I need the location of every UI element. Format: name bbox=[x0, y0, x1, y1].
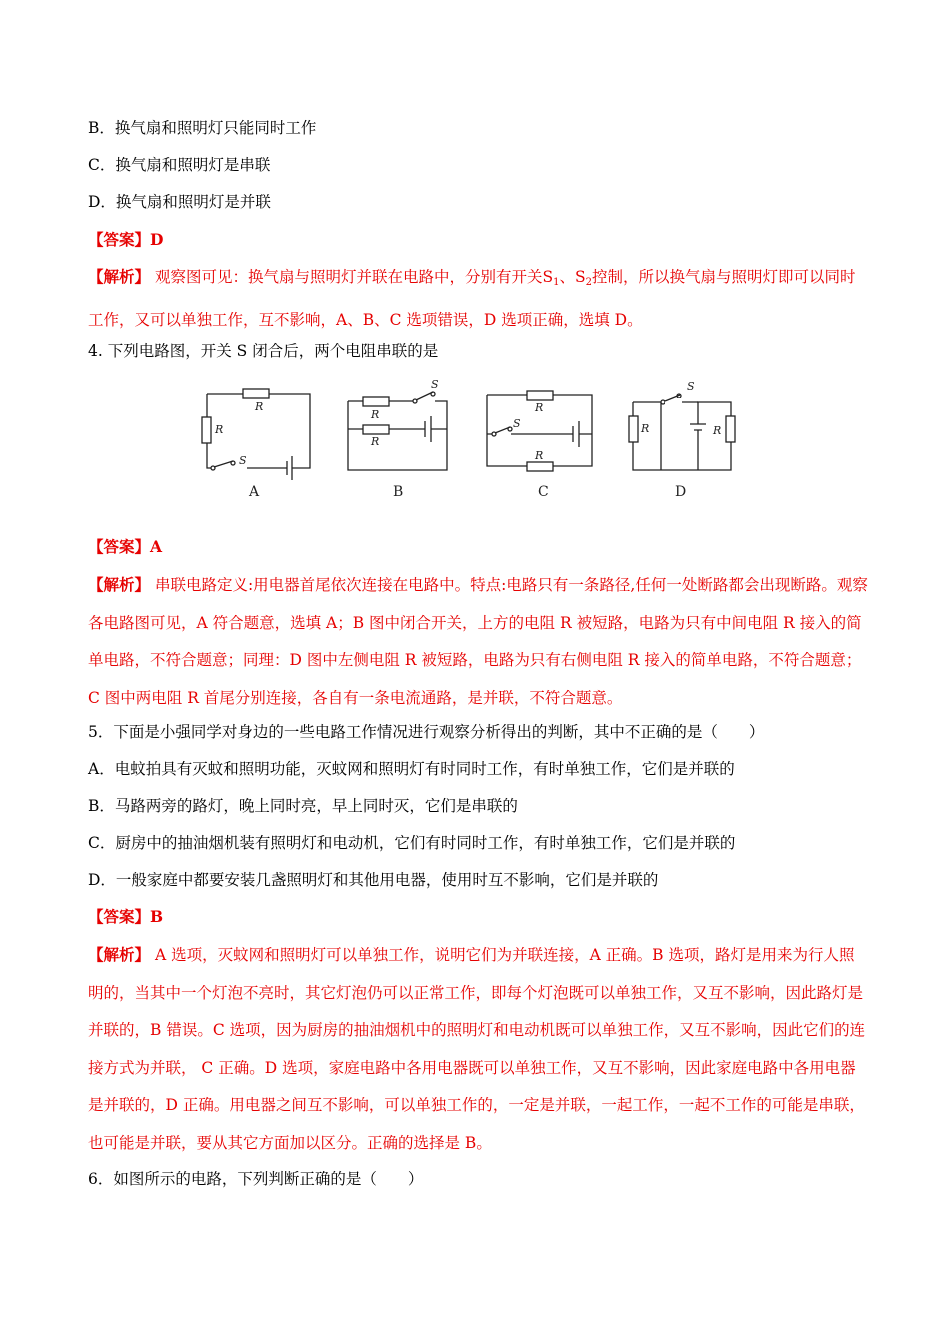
label-a: A bbox=[249, 484, 260, 500]
label-r: R bbox=[535, 449, 544, 462]
q3-option-c: C．换气扇和照明灯是串联 bbox=[88, 156, 271, 174]
circuit-b bbox=[348, 378, 447, 500]
resistor bbox=[527, 391, 553, 400]
label-b: B bbox=[393, 484, 404, 500]
label-r: R bbox=[371, 435, 380, 448]
resistor bbox=[243, 389, 269, 398]
q5-option-b: B．马路两旁的路灯，晚上同时亮，早上同时灭，它们是串联的 bbox=[88, 797, 518, 815]
q3-option-b: B．换气扇和照明灯只能同时工作 bbox=[88, 119, 317, 137]
answer-value: D bbox=[150, 230, 164, 249]
label-r: R bbox=[371, 408, 380, 421]
q4-analysis bbox=[88, 566, 868, 717]
analysis-text: A 选项，灭蚊网和照明灯可以单独工作，说明它们为并联连接，A 正确。B 选项，路灯是用来为行人照明的，当其中一个灯泡不亮时，其它灯泡仍可以正常工作，即每个灯泡既可以单独工作，又互不影响，因此路灯是并联的，B 错误。C 选项，因为厨房的抽油烟机中的照明灯和电动机既可以单独工作，又互不影响，因此它们的连接方式为并联， C 正确。D 选项，家庭电路中各用电器既可以单独工作，又互不影响，因此家庭电路中各用电器是并联的，D 正确。用电器之间互不影响，可以单独工作的，一定是并联，一起工作，一起不工作的可能是串联，也可能是并联，要从其它方面加以区分。正确的选择是 B。 bbox=[88, 946, 866, 1152]
label-d: D bbox=[675, 484, 687, 500]
subscript: 1 bbox=[553, 277, 560, 288]
resistor bbox=[363, 425, 389, 434]
analysis-text: 控制，所以换气扇与照明灯即可以同时工作，又可以单独工作，互不影响，A、B、C 选项错误，D 选项正确，选填 D。 bbox=[88, 268, 856, 329]
analysis-label: 【解析】 bbox=[88, 945, 151, 964]
analysis-label: 【解析】 bbox=[88, 575, 151, 594]
answer-value: A bbox=[150, 537, 163, 556]
q5-option-c: C．厨房中的抽油烟机装有照明灯和电动机，它们有时同时工作，有时单独工作，它们是并联的 bbox=[88, 834, 736, 852]
circuit-a bbox=[202, 389, 310, 500]
q3-analysis bbox=[88, 258, 868, 339]
label-r: R bbox=[641, 422, 650, 435]
label-s: S bbox=[687, 380, 695, 393]
q4-question: 4. 下列电路图，开关 S 闭合后，两个电阻串联的是 bbox=[88, 342, 439, 360]
subscript: 2 bbox=[585, 277, 592, 288]
label-s: S bbox=[431, 378, 439, 391]
label-r: R bbox=[535, 401, 544, 414]
q5-analysis bbox=[88, 936, 868, 1162]
q3-answer bbox=[88, 229, 870, 251]
label-s: S bbox=[513, 417, 521, 430]
label-s: S bbox=[239, 454, 247, 467]
q5-answer bbox=[88, 906, 870, 928]
circuit-c bbox=[487, 391, 592, 500]
answer-label: 【答案】 bbox=[88, 230, 151, 249]
q5-option-d: D．一般家庭中都要安装几盏照明灯和其他用电器，使用时互不影响，它们是并联的 bbox=[88, 871, 659, 889]
resistor bbox=[726, 416, 735, 442]
resistor bbox=[202, 417, 211, 443]
q6-question: 6．如图所示的电路，下列判断正确的是（ ） bbox=[88, 1170, 424, 1188]
answer-label: 【答案】 bbox=[88, 907, 151, 926]
resistor bbox=[629, 416, 638, 442]
analysis-text: 串联电路定义:用电器首尾依次连接在电路中。特点:电路只有一条路径,任何一处断路都会出现断路。观察各电路图可见，A 符合题意，选填 A；B 图中闭合开关，上方的电阻 R 被短路，电路为只有中间电阻 R 接入的简单电路，不符合题意；同理：D 图中左侧电阻 R 被短路，电路为只有右侧电阻 R 接入的简单电路，不符合题意；C 图中两电阻 R 首尾分别连接，各自有一条电流通路，是并联，不符合题意。 bbox=[88, 576, 868, 707]
answer-value: B bbox=[150, 907, 164, 926]
resistor bbox=[363, 397, 389, 406]
analysis-text: 、S bbox=[559, 268, 586, 286]
answer-label: 【答案】 bbox=[88, 537, 151, 556]
circuit-diagrams bbox=[195, 372, 755, 504]
q4-answer bbox=[88, 536, 870, 558]
q5-question: 5．下面是小强同学对身边的一些电路工作情况进行观察分析得出的判断，其中不正确的是（ ） bbox=[88, 723, 765, 741]
analysis-text: 观察图可见：换气扇与照明灯并联在电路中，分别有开关S bbox=[150, 268, 554, 286]
label-r: R bbox=[255, 400, 264, 413]
circuit-d bbox=[629, 380, 735, 500]
label-r: R bbox=[713, 424, 722, 437]
analysis-label: 【解析】 bbox=[88, 267, 151, 286]
label-r: R bbox=[215, 423, 224, 436]
label-c: C bbox=[538, 484, 549, 500]
resistor bbox=[527, 462, 553, 471]
q5-option-a: A．电蚊拍具有灭蚊和照明功能，灭蚊网和照明灯有时同时工作，有时单独工作，它们是并联的 bbox=[88, 760, 735, 778]
q3-option-d: D．换气扇和照明灯是并联 bbox=[88, 193, 271, 211]
